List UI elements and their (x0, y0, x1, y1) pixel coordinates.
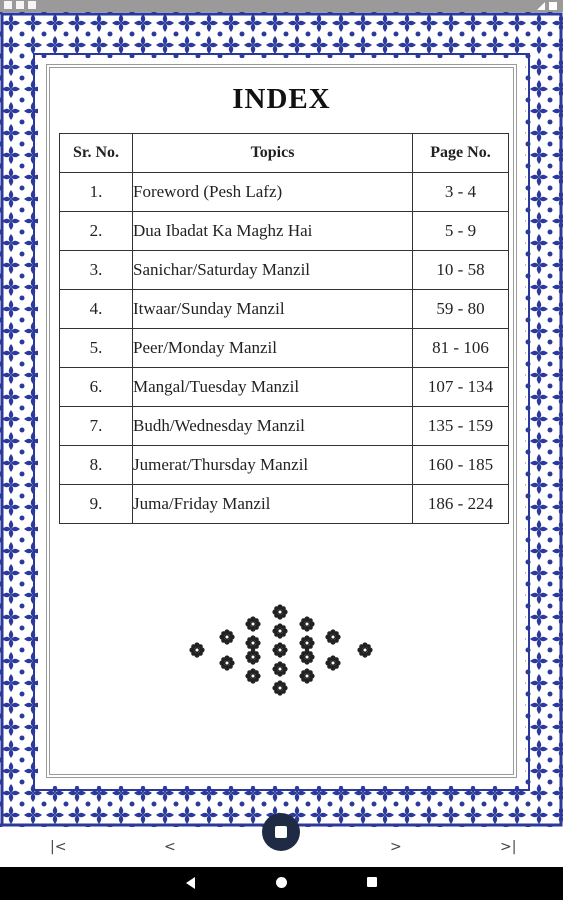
header-sr-no: Sr. No. (60, 134, 133, 173)
cell-pages: 3 - 4 (413, 173, 509, 212)
cell-sr: 1. (60, 173, 133, 212)
cell-pages: 135 - 159 (413, 407, 509, 446)
cell-topic: Sanichar/Saturday Manzil (133, 251, 413, 290)
notification-icon (28, 1, 36, 9)
table-row (60, 173, 509, 212)
next-page-button[interactable]: > (390, 839, 402, 855)
cell-topic: Jumerat/Thursday Manzil (133, 446, 413, 485)
index-table (59, 133, 509, 524)
cell-topic: Juma/Friday Manzil (133, 485, 413, 524)
system-navigation-bar (0, 867, 563, 900)
last-page-button[interactable]: >| (500, 839, 517, 855)
cell-pages: 186 - 224 (413, 485, 509, 524)
recent-apps-icon[interactable] (367, 877, 377, 887)
cell-pages: 160 - 185 (413, 446, 509, 485)
cell-topic: Dua Ibadat Ka Maghz Hai (133, 212, 413, 251)
cell-sr: 8. (60, 446, 133, 485)
home-icon[interactable] (276, 877, 287, 888)
page-title: INDEX (232, 83, 331, 115)
first-page-button[interactable]: |< (50, 839, 67, 855)
status-system-icons (537, 1, 557, 11)
signal-icon (537, 2, 545, 10)
notification-icon (4, 1, 12, 9)
cell-sr: 5. (60, 329, 133, 368)
reader-navigation-bar (0, 827, 563, 867)
table-row (60, 368, 509, 407)
table-row (60, 446, 509, 485)
notification-icon (16, 1, 24, 9)
cell-pages: 81 - 106 (413, 329, 509, 368)
cell-sr: 9. (60, 485, 133, 524)
previous-page-button[interactable]: < (164, 839, 176, 855)
cell-pages: 59 - 80 (413, 290, 509, 329)
cell-sr: 4. (60, 290, 133, 329)
status-bar (0, 0, 563, 12)
header-topics: Topics (133, 134, 413, 173)
battery-icon (549, 2, 557, 10)
cell-sr: 3. (60, 251, 133, 290)
cell-pages: 5 - 9 (413, 212, 509, 251)
cell-pages: 10 - 58 (413, 251, 509, 290)
cell-topic: Mangal/Tuesday Manzil (133, 368, 413, 407)
table-row (60, 290, 509, 329)
status-notification-icons (4, 1, 36, 11)
book-page (0, 12, 563, 827)
cell-topic: Foreword (Pesh Lafz) (133, 173, 413, 212)
cell-pages: 107 - 134 (413, 368, 509, 407)
cell-topic: Budh/Wednesday Manzil (133, 407, 413, 446)
table-row (60, 251, 509, 290)
header-page-no: Page No. (413, 134, 509, 173)
cell-topic: Peer/Monday Manzil (133, 329, 413, 368)
bookmark-icon (275, 826, 287, 838)
cell-sr: 6. (60, 368, 133, 407)
flower-ornament (180, 600, 380, 700)
table-row (60, 485, 509, 524)
cell-topic: Itwaar/Sunday Manzil (133, 290, 413, 329)
table-header-row (60, 134, 509, 173)
bookmark-button[interactable] (262, 813, 300, 851)
table-row (60, 329, 509, 368)
cell-sr: 2. (60, 212, 133, 251)
table-row (60, 212, 509, 251)
table-row (60, 407, 509, 446)
cell-sr: 7. (60, 407, 133, 446)
back-icon[interactable] (186, 877, 195, 889)
